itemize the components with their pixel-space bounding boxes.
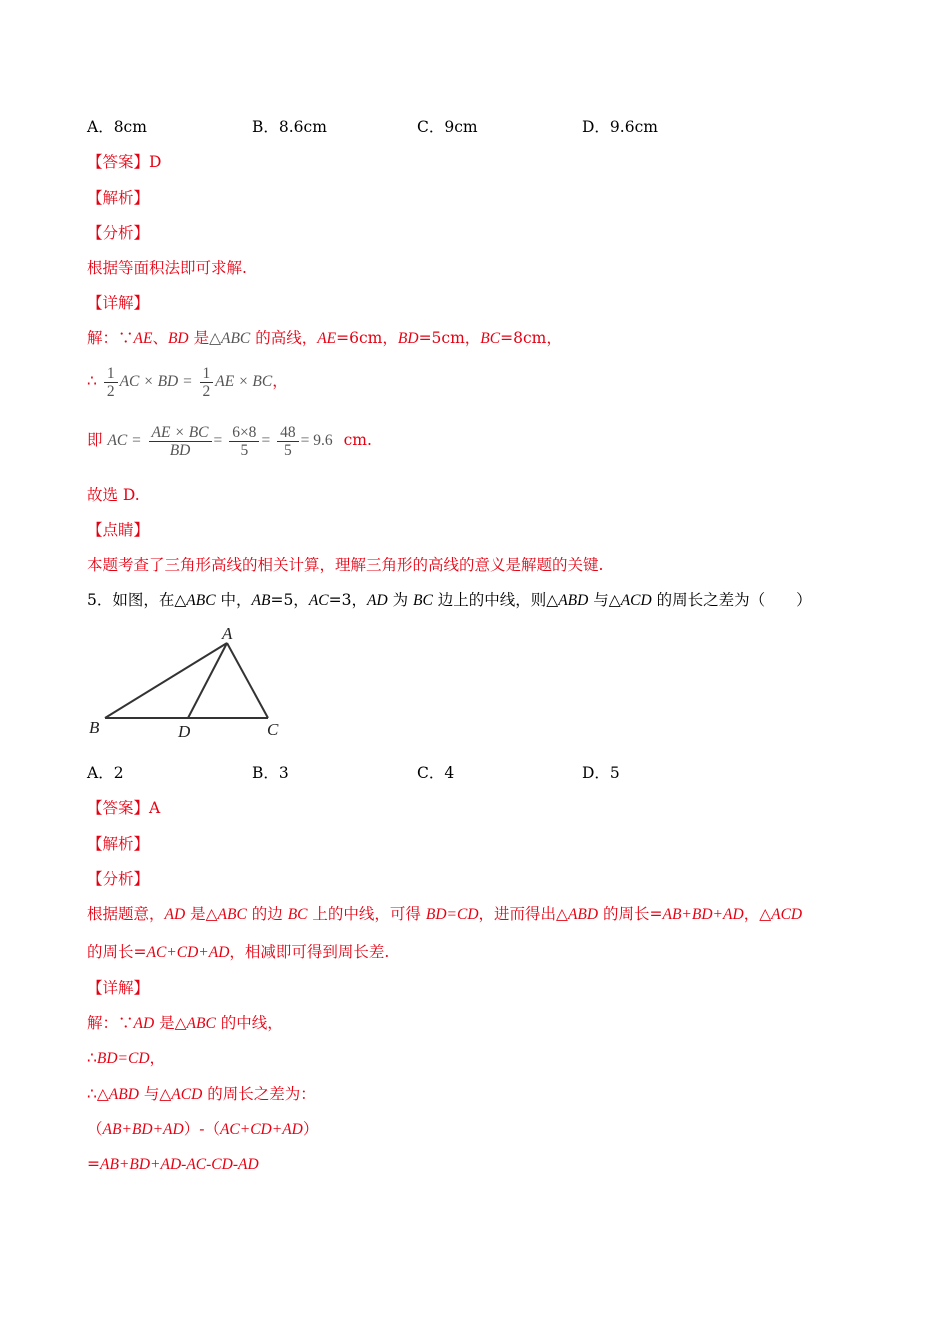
side-ac — [227, 643, 268, 718]
q5-answer: 【答案】A — [87, 799, 161, 817]
q4-conclusion: 故选 D. — [87, 486, 140, 504]
q5-detail-line5: =AB+BD+AD-AC-CD-AD — [87, 1155, 259, 1173]
q5-fenxi-line1: 根据题意，AD 是△ABC 的边 BC 上的中线，可得 BD=CD，进而得出△ABD 的周长=AB+BD+AD，△ACD — [87, 905, 803, 923]
q4-point-text: 本题考查了三角形高线的相关计算，理解三角形的高线的意义是解题的关键. — [87, 556, 604, 574]
q4-detail-line1: 解：∵AE、BD 是△ABC 的高线，AE=6cm，BD=5cm，BC=8cm， — [87, 329, 562, 347]
q4-detail-line2: ∴ $\frac{1}{2}$ AC × BD = $\frac{1}{2}$ AE × BC， — [87, 364, 288, 400]
label-b: B — [89, 718, 100, 737]
q5-fenxi-line2: 的周长=AC+CD+AD，相减即可得到周长差. — [87, 943, 390, 961]
q4-option-a: A．8cm — [87, 118, 147, 136]
q4-option-c: C．9cm — [417, 118, 478, 136]
label-c: C — [267, 720, 279, 739]
q5-detail-line4: （AB+BD+AD）-（AC+CD+AD） — [87, 1120, 319, 1138]
q5-analysis-label: 【解析】 — [87, 835, 150, 853]
label-d: D — [178, 722, 191, 741]
q5-detail-line1: 解：∵AD 是△ABC 的中线， — [87, 1014, 283, 1032]
q4-fenxi-text: 根据等面积法即可求解. — [87, 259, 247, 277]
q4-answer: 【答案】D — [87, 153, 162, 171]
q5-triangle-figure — [80, 620, 300, 745]
side-ab — [105, 643, 227, 718]
q5-option-a: A．2 — [87, 764, 124, 782]
q4-detail-label: 【详解】 — [87, 294, 150, 312]
label-a: A — [222, 624, 233, 643]
q5-option-c: C．4 — [417, 764, 455, 782]
q4-option-d: D．9.6cm — [582, 118, 658, 136]
q5-fenxi-label: 【分析】 — [87, 870, 150, 888]
q5-detail-line2: ∴BD=CD， — [87, 1049, 166, 1067]
q5-stem: 5．如图，在△ABC 中，AB=5，AC=3，AD 为 BC 边上的中线，则△ABD 与△ACD 的周长之差为（ ） — [87, 591, 812, 609]
q5-option-b: B．3 — [252, 764, 289, 782]
q4-option-b: B．8.6cm — [252, 118, 327, 136]
q5-detail-label: 【详解】 — [87, 979, 150, 997]
q5-detail-line3: ∴△ABD 与△ACD 的周长之差为： — [87, 1085, 316, 1103]
q5-option-d: D．5 — [582, 764, 620, 782]
q4-detail-line3: 即 AC = $\frac{AE \times BC}{BD}$ = $\frac{6\times 8}{5}$ = $\frac{48}{5}$ = 9.6 cm. — [87, 423, 372, 459]
q4-fenxi-label: 【分析】 — [87, 224, 150, 242]
q4-point-label: 【点睛】 — [87, 521, 150, 539]
q4-analysis-label: 【解析】 — [87, 189, 150, 207]
